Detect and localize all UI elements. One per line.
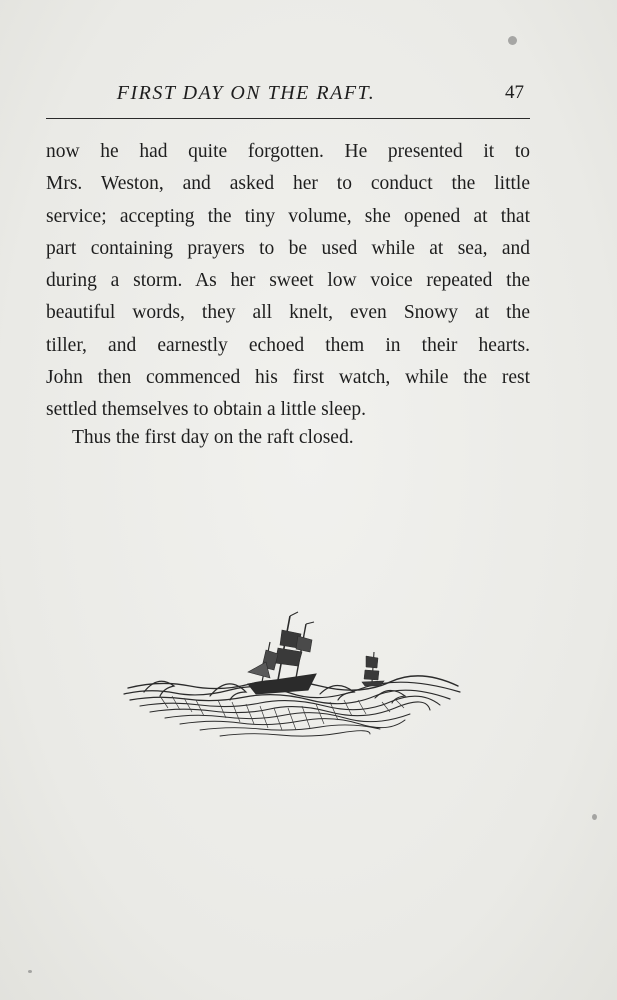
running-head (46, 78, 530, 108)
text-line: John then commenced his first watch, while the rest (46, 367, 530, 389)
text-line: tiller, and earnestly echoed them in their hearts. (46, 334, 530, 356)
text-line: beautiful words, they all knelt, even Snowy at the (46, 302, 530, 324)
closing-line: Thus the first day on the raft closed. (72, 427, 354, 448)
page-number: 47 (505, 82, 524, 103)
paper-speck (592, 814, 597, 820)
text-line: part containing prayers to be used while at sea, and (46, 237, 530, 259)
distant-ship-icon (362, 652, 384, 686)
paper-speck (28, 970, 32, 973)
body-paragraph (46, 136, 530, 427)
text-line: service; accepting the tiny volume, she opened at that (46, 205, 530, 227)
ship-vignette-illustration (120, 600, 465, 760)
text-line: during a storm. As her sweet low voice repeated the (46, 270, 530, 292)
text-line: settled themselves to obtain a little sleep. (46, 399, 367, 421)
paper-speck (508, 36, 517, 45)
header-rule (46, 118, 530, 119)
text-line: now he had quite forgotten. He presented it to (46, 141, 530, 162)
running-title: FIRST DAY ON THE RAFT. (116, 82, 376, 104)
text-line: Mrs. Weston, and asked her to conduct the little (46, 173, 530, 195)
